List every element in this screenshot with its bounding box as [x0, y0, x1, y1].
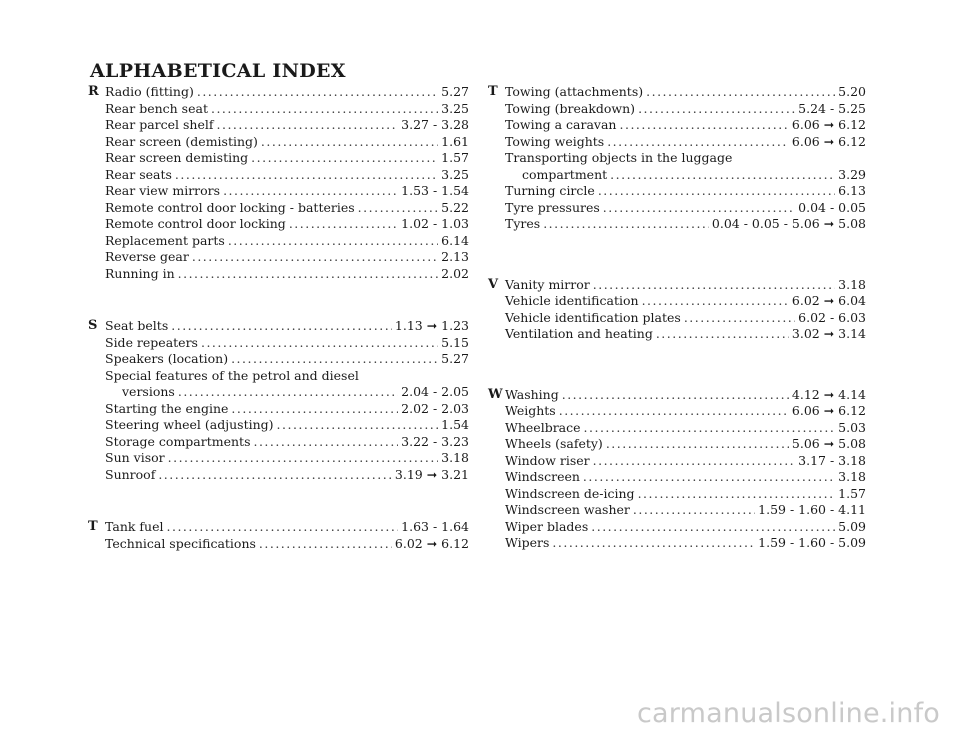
dot-leader	[638, 486, 836, 503]
index-entry-label: Seat belts	[105, 318, 169, 333]
dot-leader	[289, 216, 398, 233]
dot-leader	[583, 469, 835, 486]
dot-leader	[197, 84, 438, 101]
dot-leader	[603, 200, 795, 217]
index-entry-pages: 2.02 - 2.03	[401, 400, 469, 416]
index-entry	[488, 117, 866, 134]
index-entry-label: Washing	[505, 386, 559, 402]
index-entry	[488, 486, 866, 503]
index-entry-pages: 6.02 ➞ 6.04	[791, 293, 866, 308]
index-entry-pages: 6.02 - 6.03	[798, 309, 866, 325]
index-entry	[88, 266, 469, 283]
dot-leader	[593, 277, 835, 294]
index-entry-label: Rear parcel shelf	[105, 117, 214, 132]
index-entry-label: Windscreen de-icing	[505, 485, 635, 501]
index-letter: T	[88, 519, 98, 534]
index-entry-label-line: Transporting objects in the luggage	[505, 150, 733, 165]
index-entry	[88, 351, 469, 368]
index-entry	[488, 403, 866, 420]
index-entry	[488, 167, 866, 184]
index-entry	[88, 384, 469, 401]
index-entry-label: Towing (attachments)	[505, 84, 644, 99]
index-entry-label: Remote control door locking - batteries	[105, 199, 355, 215]
dot-leader	[231, 351, 438, 368]
index-entry	[88, 467, 469, 484]
dot-leader	[178, 266, 439, 283]
index-entry-label: Towing (breakdown)	[505, 100, 636, 116]
index-entry-label: Windscreen washer	[505, 502, 630, 517]
dot-leader	[559, 403, 789, 420]
dot-leader	[167, 519, 399, 536]
index-entry-pages: 6.06 ➞ 6.12	[791, 117, 866, 132]
index-entry-pages: 3.29	[838, 166, 866, 182]
index-entry-pages: 4.12 ➞ 4.14	[791, 386, 866, 402]
index-entry	[88, 101, 469, 118]
index-entry	[88, 417, 469, 434]
dot-leader	[656, 326, 789, 343]
index-entry-pages: 3.18	[441, 450, 469, 465]
index-entry	[88, 318, 469, 335]
index-entry-label: Wiper blades	[505, 518, 589, 534]
dot-leader	[277, 417, 439, 434]
index-entry-pages: 6.02 ➞ 6.12	[394, 535, 469, 551]
watermark-text: carmanualsonline.info	[637, 698, 940, 729]
index-group-w	[488, 387, 866, 552]
index-entry-label: Wipers	[505, 535, 550, 550]
dot-leader	[642, 293, 789, 310]
index-entry	[488, 535, 866, 552]
index-entry-label: Turning circle	[505, 183, 595, 198]
index-entry	[88, 200, 469, 217]
dot-leader	[228, 233, 438, 250]
index-entry-label: Rear screen demisting	[105, 150, 249, 165]
index-entry-label: Tyre pressures	[505, 199, 600, 215]
index-entry-pages: 5.15	[441, 334, 469, 350]
index-entry-label: Ventilation and heating	[505, 326, 653, 341]
index-entry	[488, 101, 866, 118]
index-entry-pages: 1.63 - 1.64	[401, 519, 469, 534]
index-column-right	[488, 84, 866, 552]
index-entry	[488, 277, 866, 294]
index-entry-pages: 0.04 - 0.05 - 5.06 ➞ 5.08	[711, 216, 866, 231]
index-entry	[88, 84, 469, 101]
index-entry-pages: 1.57	[441, 150, 469, 165]
index-letter: T	[488, 84, 498, 99]
dot-leader	[646, 84, 835, 101]
index-entry	[88, 450, 469, 467]
index-entry-pages: 0.04 - 0.05	[798, 199, 866, 215]
index-entry-pages: 3.22 - 3.23	[401, 433, 469, 449]
index-entry-label: Reverse gear	[105, 249, 189, 264]
dot-leader	[593, 453, 796, 470]
index-entry-pages: 1.57	[838, 485, 866, 501]
index-entry-pages: 5.24 - 5.25	[798, 100, 866, 116]
index-entry	[488, 387, 866, 404]
index-group-s	[88, 318, 469, 483]
index-letter: V	[488, 276, 499, 292]
index-entry-label: Remote control door locking	[105, 216, 286, 231]
index-entry-label: Radio (fitting)	[105, 84, 194, 99]
index-entry	[88, 167, 469, 184]
index-entry	[88, 150, 469, 167]
index-entry-pages: 1.13 ➞ 1.23	[394, 318, 469, 333]
index-entry	[488, 469, 866, 486]
index-entry-label: Windscreen	[505, 469, 580, 484]
index-entry-label: Rear bench seat	[105, 100, 208, 116]
index-entry-pages: 6.13	[838, 183, 866, 198]
index-entry-label: Technical specifications	[105, 535, 256, 551]
dot-leader	[259, 536, 392, 553]
dot-leader	[223, 183, 398, 200]
index-group-t-left	[88, 519, 469, 552]
index-entry-label: versions	[122, 384, 175, 399]
index-group-r	[88, 84, 469, 282]
index-entry-pages: 1.53 - 1.54	[401, 183, 469, 198]
dot-leader	[217, 117, 399, 134]
index-entry-label: Replacement parts	[105, 232, 225, 248]
index-entry-pages: 5.22	[441, 199, 469, 215]
index-entry	[88, 216, 469, 233]
index-entry	[88, 134, 469, 151]
index-column-left	[88, 84, 469, 552]
index-entry-pages: 3.25	[441, 100, 469, 116]
dot-leader	[211, 101, 438, 118]
index-entry-label: Weights	[505, 403, 556, 418]
index-entry-label: Rear screen (demisting)	[105, 133, 258, 149]
index-entry-pages: 1.59 - 1.60 - 4.11	[758, 502, 866, 517]
index-entry	[88, 183, 469, 200]
index-entry-pages: 3.25	[441, 166, 469, 182]
index-entry	[488, 183, 866, 200]
index-entry-label: Side repeaters	[105, 334, 198, 350]
index-entry-label: Vehicle identification plates	[505, 309, 681, 325]
index-entry-label: Wheels (safety)	[505, 436, 603, 451]
index-entry	[488, 453, 866, 470]
dot-leader	[638, 101, 795, 118]
index-letter: R	[88, 84, 99, 99]
dot-leader	[358, 200, 438, 217]
index-entry-label: Vanity mirror	[505, 276, 590, 292]
dot-leader	[552, 535, 755, 552]
index-entry-pages: 1.02 - 1.03	[401, 216, 469, 231]
dot-leader	[607, 134, 789, 151]
index-entry-pages: 5.20	[838, 84, 866, 99]
index-entry	[488, 519, 866, 536]
index-entry-label: Towing a caravan	[505, 117, 617, 132]
index-entry-pages: 5.09	[838, 518, 866, 534]
dot-leader	[178, 384, 398, 401]
index-entry	[88, 519, 469, 536]
index-entry-pages: 2.13	[441, 249, 469, 264]
index-entry	[88, 249, 469, 266]
dot-leader	[251, 150, 438, 167]
dot-leader	[171, 318, 392, 335]
index-group-v	[488, 277, 866, 343]
index-entry-pages: 3.27 - 3.28	[401, 117, 469, 132]
index-entry-pages: 5.27	[441, 84, 469, 99]
index-entry-label: Vehicle identification	[505, 293, 639, 308]
index-entry	[88, 233, 469, 250]
index-letter: W	[488, 386, 503, 402]
index-entry-label: Storage compartments	[105, 433, 251, 449]
index-entry-label: Sunroof	[105, 466, 156, 482]
index-entry-pages: 1.61	[441, 133, 469, 149]
index-entry-label: Steering wheel (adjusting)	[105, 417, 274, 432]
dot-leader	[584, 420, 836, 437]
index-entry-label: Wheelbrace	[505, 419, 581, 435]
index-group-t	[488, 84, 866, 233]
index-entry-label: Rear seats	[105, 166, 172, 182]
index-entry-pages: 3.18	[838, 469, 866, 484]
index-entry-label-line: Special features of the petrol and diesel	[105, 367, 359, 383]
index-entry-label: Rear view mirrors	[105, 183, 221, 198]
dot-leader	[610, 167, 835, 184]
index-entry-pages: 5.27	[441, 351, 469, 366]
index-entry-label: compartment	[522, 166, 608, 182]
index-entry	[488, 326, 866, 343]
index-entry	[488, 200, 866, 217]
index-entry-label: Starting the engine	[105, 400, 229, 416]
index-entry-pages: 6.06 ➞ 6.12	[791, 133, 866, 149]
index-entry-pages: 3.17 - 3.18	[798, 452, 866, 468]
index-entry-label: Towing weights	[505, 133, 605, 149]
index-entry-pages: 3.18	[838, 276, 866, 292]
index-entry-pages: 6.06 ➞ 6.12	[791, 403, 866, 418]
index-entry	[488, 436, 866, 453]
index-entry	[488, 134, 866, 151]
dot-leader	[562, 387, 789, 404]
dot-leader	[598, 183, 835, 200]
index-entry-pages: 5.06 ➞ 5.08	[791, 436, 866, 451]
index-entry	[488, 310, 866, 327]
dot-leader	[620, 117, 789, 134]
dot-leader	[253, 434, 398, 451]
dot-leader	[261, 134, 438, 151]
dot-leader	[201, 335, 438, 352]
index-entry-pages: 6.14	[441, 232, 469, 248]
index-entry	[88, 434, 469, 451]
index-letter: S	[88, 318, 98, 333]
index-entry-label: Tyres	[505, 216, 541, 231]
index-entry-label: Sun visor	[105, 450, 165, 465]
index-entry-pages: 1.54	[441, 417, 469, 432]
dot-leader	[192, 249, 438, 266]
index-entry-pages: 3.02 ➞ 3.14	[791, 326, 866, 341]
index-entry	[88, 536, 469, 553]
index-entry-label: Tank fuel	[105, 519, 164, 534]
dot-leader	[175, 167, 438, 184]
dot-leader	[231, 401, 398, 418]
index-entry-pages: 5.03	[838, 419, 866, 435]
index-entry-pages: 2.04 - 2.05	[401, 384, 469, 399]
index-entry	[488, 216, 866, 233]
dot-leader	[591, 519, 835, 536]
index-entry-label: Window riser	[505, 452, 590, 468]
index-entry	[488, 502, 866, 519]
dot-leader	[633, 502, 755, 519]
dot-leader	[543, 216, 709, 233]
index-entry-pages: 2.02	[441, 265, 469, 281]
page-title: ALPHABETICAL INDEX	[90, 60, 346, 82]
index-entry	[488, 420, 866, 437]
index-entry-label: Speakers (location)	[105, 351, 229, 366]
index-entry-pages: 1.59 - 1.60 - 5.09	[758, 535, 866, 550]
dot-leader	[168, 450, 439, 467]
index-entry	[488, 293, 866, 310]
index-entry	[88, 335, 469, 352]
index-entry-pages: 3.19 ➞ 3.21	[394, 466, 469, 482]
index-entry	[488, 84, 866, 101]
dot-leader	[158, 467, 392, 484]
index-entry	[88, 117, 469, 134]
index-entry-label: Running in	[105, 265, 175, 281]
dot-leader	[606, 436, 789, 453]
dot-leader	[684, 310, 795, 327]
index-entry	[88, 401, 469, 418]
